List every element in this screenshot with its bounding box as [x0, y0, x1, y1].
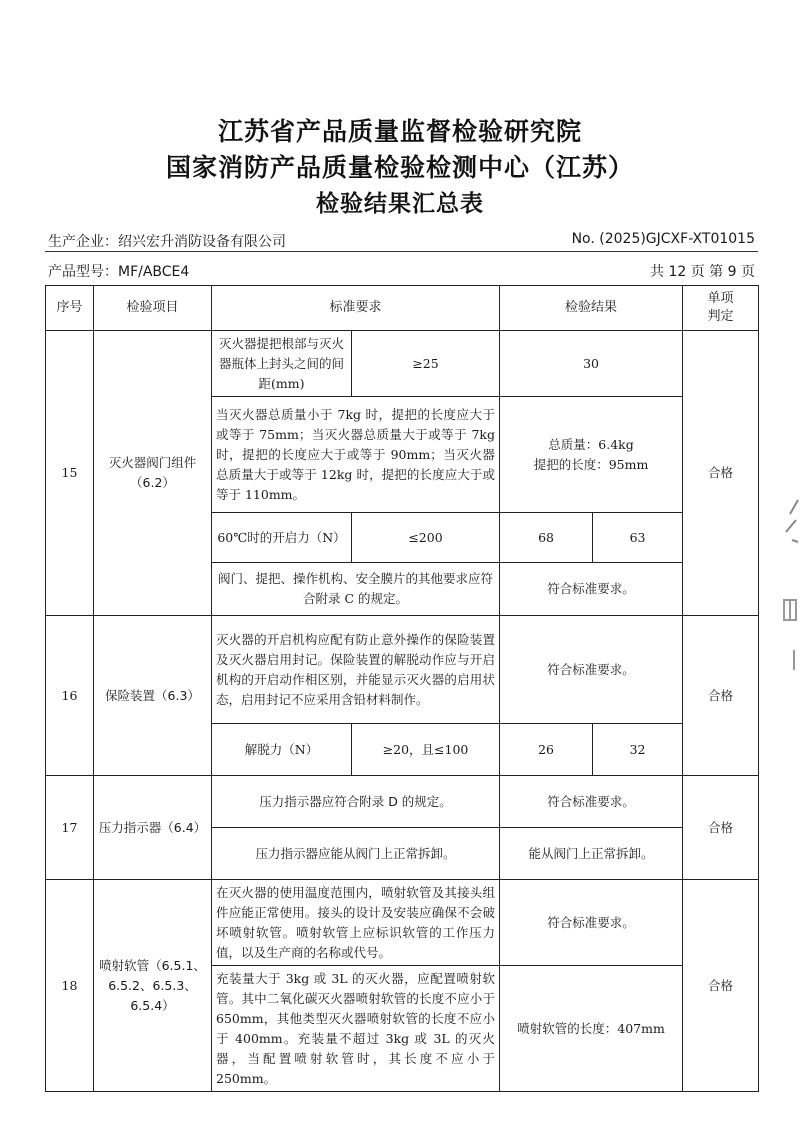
result-value: 符合标准要求。: [500, 563, 683, 616]
item-name: 灭火器阀门组件 （6.2）: [94, 331, 212, 616]
requirement-text: 充装量大于 3kg 或 3L 的灭火器，应配置喷射软管。其中二氧化碳灭火器喷射软管的长度不应小于 650mm，其他类型灭火器喷射软管的长度不应小于 400mm。充装量不超过 3kg 或 3L 的灭火器，当配置喷射软管时，其长度不应小于 250mm。: [212, 966, 500, 1092]
table-row: [46, 331, 759, 397]
requirement-value: ≥25: [352, 331, 500, 397]
requirement-text: 阀门、提把、操作机构、安全膜片的其他要求应符合附录 C 的规定。: [212, 563, 500, 616]
item-number: 16: [46, 616, 94, 776]
verdict: 合格: [683, 880, 759, 1092]
table-row: [46, 616, 759, 724]
requirement-text: 压力指示器应能从阀门上正常拆卸。: [212, 828, 500, 880]
requirement-text: 灭火器的开启机构应配有防止意外操作的保险装置及灭火器启用封记。保险装置的解脱动作应与开启机构的开启动作相区别，并能显示灭火器的启用状态，启用封记不应采用含铅材料制作。: [212, 616, 500, 724]
institute-name: 江苏省产品质量监督检验研究院: [217, 117, 582, 146]
result-value: 总质量：6.4kg 提把的长度：95mm: [500, 397, 683, 513]
results-table: [45, 285, 759, 1092]
result-value: 符合标准要求。: [500, 880, 683, 966]
result-value-b: 63: [593, 513, 683, 563]
table-row: [46, 776, 759, 828]
col-header-no: 序号: [46, 286, 94, 331]
center-name: 国家消防产品质量检验检测中心（江苏）: [165, 153, 634, 182]
col-header-item: 检验项目: [94, 286, 212, 331]
result-value: 喷射软管的长度：407mm: [500, 966, 683, 1092]
item-number: 15: [46, 331, 94, 616]
requirement-text: 压力指示器应符合附录 D 的规定。: [212, 776, 500, 828]
header-rule: [45, 251, 758, 252]
result-value: 30: [500, 331, 683, 397]
requirement-text: 当灭火器总质量小于 7kg 时，提把的长度应大于或等于 75mm；当灭火器总质量大于或等于 7kg 时，提把的长度应大于或等于 90mm；当灭火器总质量大于或等于 12kg 时，提把的长度应大于或等于 110mm。: [212, 397, 500, 513]
item-name: 压力指示器（6.4）: [94, 776, 212, 880]
product-model: 产品型号：MF/ABCE4: [48, 264, 190, 280]
item-name: 喷射软管（6.5.1、6.5.2、6.5.3、6.5.4）: [94, 880, 212, 1092]
col-header-result: 检验结果: [500, 286, 683, 331]
result-value: 符合标准要求。: [500, 616, 683, 724]
report-number: No. (2025)GJCXF-XT01015: [571, 231, 755, 247]
col-header-requirement: 标准要求: [212, 286, 500, 331]
requirement-text: 在灭火器的使用温度范围内，喷射软管及其接头组件应能正常使用。接头的设计及安装应确保不会破坏喷射软管。喷射软管上应标识软管的工作压力值，以及生产商的名称或代号。: [212, 880, 500, 966]
col-header-verdict: 单项 判定: [683, 286, 759, 331]
requirement-label: 灭火器提把根部与灭火器瓶体上封头之间的间距(mm): [212, 331, 352, 397]
seal-fragment-icon: [778, 480, 800, 680]
requirement-value: ≥20，且≤100: [352, 724, 500, 776]
result-value-a: 26: [500, 724, 593, 776]
result-value-a: 68: [500, 513, 593, 563]
item-number: 18: [46, 880, 94, 1092]
requirement-label: 解脱力（N）: [212, 724, 352, 776]
verdict: 合格: [683, 776, 759, 880]
result-value: 符合标准要求。: [500, 776, 683, 828]
verdict: 合格: [683, 331, 759, 616]
requirement-label: 60℃时的开启力（N）: [212, 513, 352, 563]
table-header-row: [46, 286, 759, 331]
manufacturer: 生产企业：绍兴宏升消防设备有限公司: [48, 234, 286, 250]
document-title: 检验结果汇总表: [316, 191, 484, 217]
table-row: [46, 880, 759, 966]
result-value: 能从阀门上正常拆卸。: [500, 828, 683, 880]
requirement-value: ≤200: [352, 513, 500, 563]
verdict: 合格: [683, 616, 759, 776]
item-number: 17: [46, 776, 94, 880]
result-value-b: 32: [593, 724, 683, 776]
item-name: 保险装置（6.3）: [94, 616, 212, 776]
page-indicator: 共 12 页 第 9 页: [650, 264, 755, 280]
